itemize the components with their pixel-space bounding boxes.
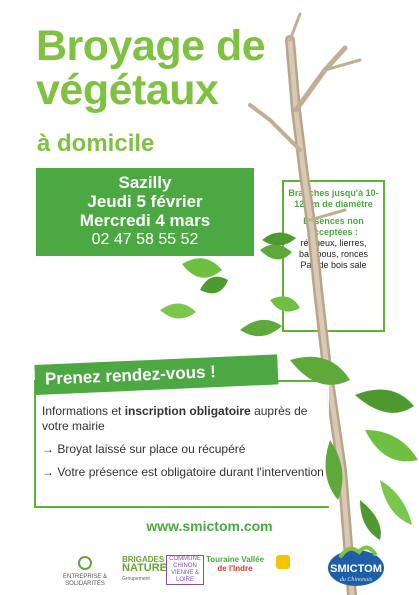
title-line-1: Broyage de [36,22,266,70]
appointment-tag: Prenez rendez-vous ! [34,354,278,395]
brigades-nature-logo: BRIGADES NATURE Groupement [122,555,168,582]
not-accepted-list: résineux, lierres, bambous, ronces [298,238,369,259]
title-line-2: végétaux [36,66,219,114]
event-date-1: Jeudi 5 février [87,192,203,211]
event-box [36,168,254,256]
event-phone[interactable]: 02 47 58 55 52 [91,231,199,248]
event-date-2: Mercredi 4 mars [79,211,211,230]
appointment-item-1: → Broyat laissé sur place ou récupéré [42,442,246,456]
partner-small-logo [276,555,290,569]
svg-text:du Chinonais: du Chinonais [339,577,373,583]
branches-condition: Branches jusqu'à 10-12 cm de diamètre [288,188,379,209]
not-accepted-title: Essences non acceptées : [303,216,364,237]
entreprise-solidarites-logo: ENTREPRISE & SOLIDARITÉS [60,555,110,588]
appointment-text [42,404,332,488]
smictom-logo [327,538,385,588]
svg-text:SMICTOM: SMICTOM [330,563,382,575]
appointment-info: Informations et inscription obligatoire auprès de votre mairie [42,404,308,433]
event-town: Sazilly [118,173,172,192]
conditions-box [282,180,385,332]
no-dirty-wood: Pas de bois sale [300,260,367,270]
cc-chinon-logo: COMMUNE CHINON VIENNE & LOIRE [166,555,204,585]
appointment-item-2: → Votre présence est obligatoire durant l'intervention [42,465,324,479]
touraine-vallee-indre-logo: Touraine Vallée de l'Indre [205,555,265,573]
entreprise-solidarites-icon [75,555,95,571]
poster-title [36,24,265,112]
subtitle: à domicile [37,130,155,157]
website-link[interactable]: www.smictom.com [146,518,273,534]
